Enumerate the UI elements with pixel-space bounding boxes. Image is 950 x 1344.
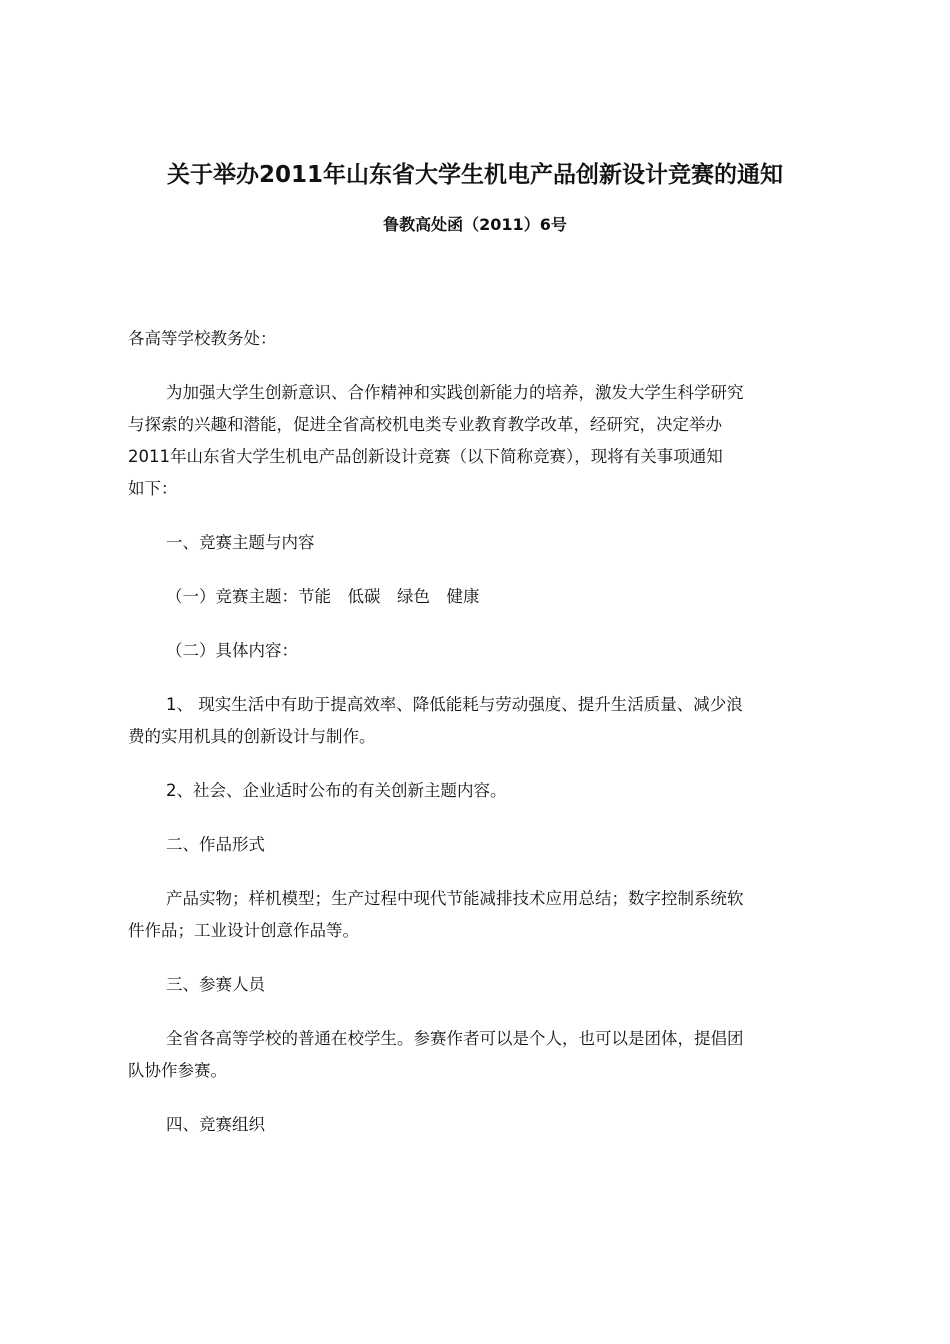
document-title: 关于举办2011年山东省大学生机电产品创新设计竞赛的通知	[166, 162, 783, 188]
section-1-theme: （一）竞赛主题：节能 低碳 绿色 健康	[166, 587, 480, 606]
section-4-heading: 四、竞赛组织	[166, 1115, 265, 1134]
document-body	[128, 323, 840, 1141]
section-3-paragraph: 全省各高等学校的普通在校学生。参赛作者可以是个人，也可以是团体，提倡团 队协作参赛。	[128, 1029, 744, 1080]
section-1-content-heading: （二）具体内容：	[166, 641, 298, 660]
document-number: 鲁教高处函（2011）6号	[383, 215, 567, 234]
salutation: 各高等学校教务处：	[128, 329, 277, 348]
section-1-heading: 一、竞赛主题与内容	[166, 533, 315, 552]
section-1-item-1: 1、 现实生活中有助于提高效率、降低能耗与劳动强度、提升生活质量、减少浪 费的实用机具的创新设计与制作。	[128, 695, 743, 746]
section-1-item-2: 2、社会、企业适时公布的有关创新主题内容。	[166, 781, 507, 800]
section-3-heading: 三、参赛人员	[166, 975, 265, 994]
intro-paragraph: 为加强大学生创新意识、合作精神和实践创新能力的培养，激发大学生科学研究 与探索的兴趣和潜能，促进全省高校机电类专业教育教学改革，经研究，决定举办 2011年山东省大学生机电产品创新设计竞赛（以下简称竞赛），现将有关事项通知 如下：	[128, 383, 744, 498]
section-2-heading: 二、作品形式	[166, 835, 265, 854]
section-2-paragraph: 产品实物；样机模型；生产过程中现代节能减排技术应用总结；数字控制系统软 件作品；工业设计创意作品等。	[128, 889, 744, 940]
